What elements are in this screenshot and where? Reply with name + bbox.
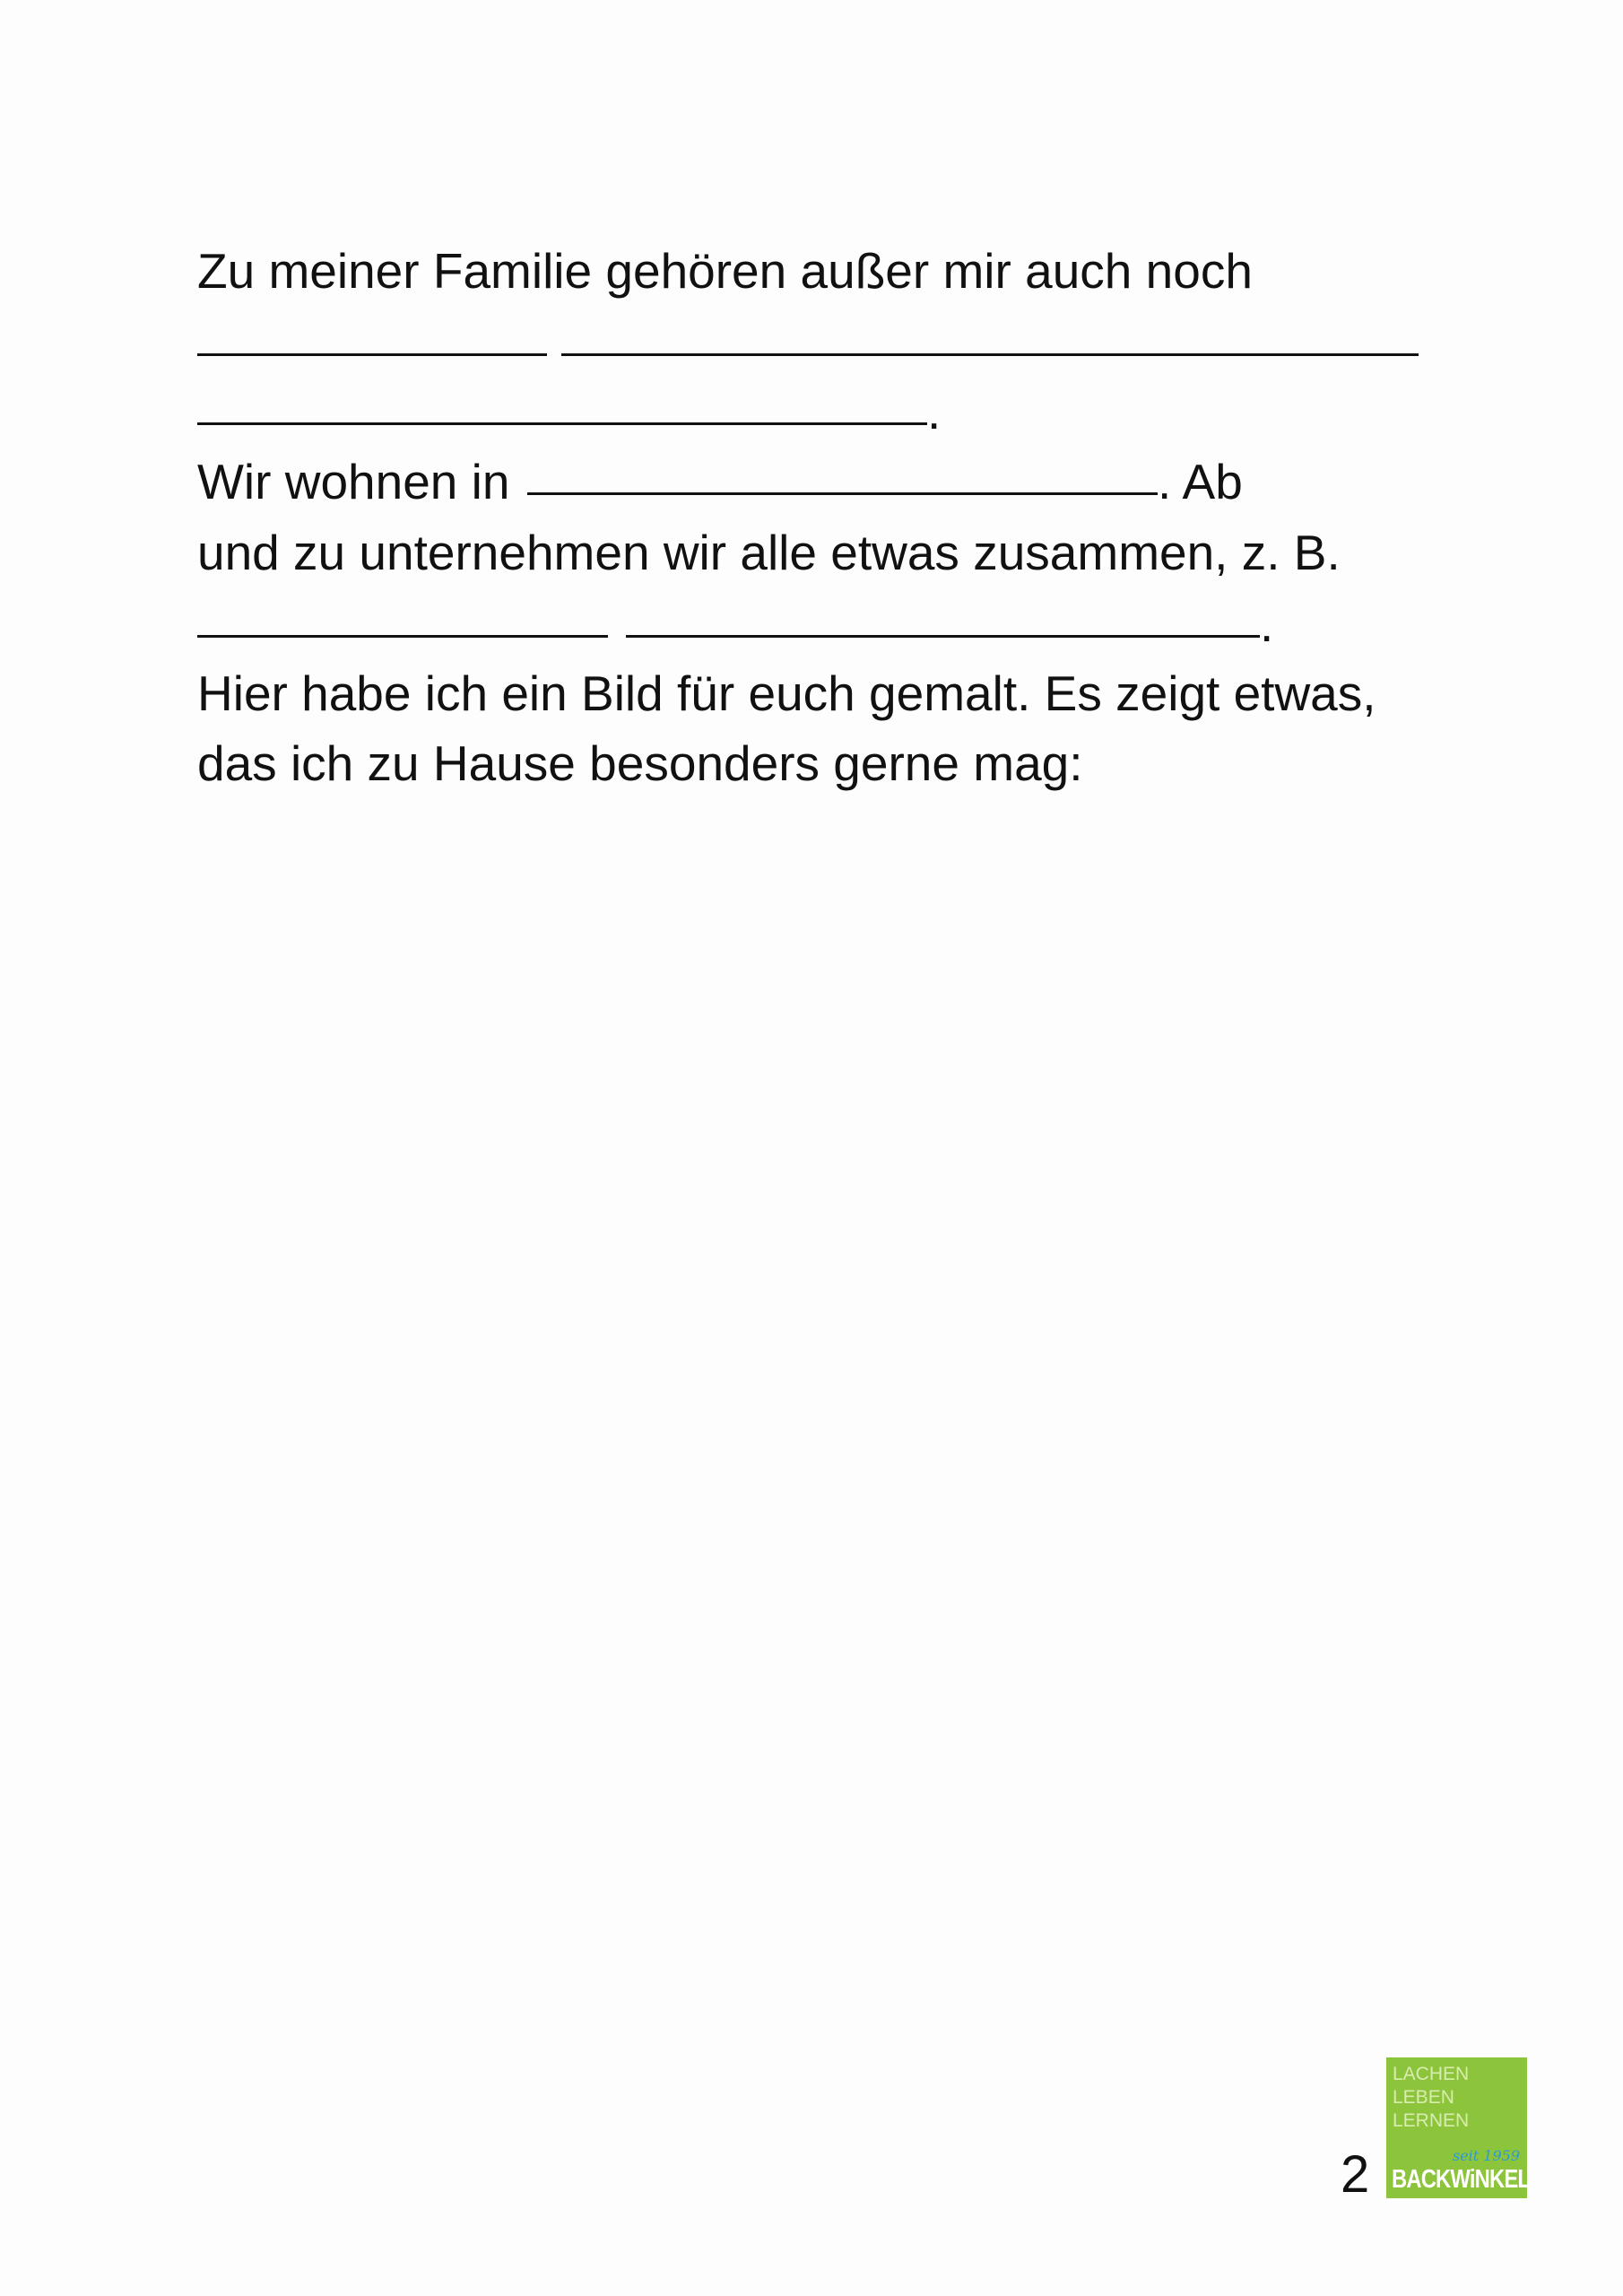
- logo-brand: BACKWiNKEL: [1392, 2165, 1531, 2194]
- sentence-picture: Hier habe ich ein Bild für euch gemalt. Es zeigt etwas,: [197, 665, 1376, 721]
- page-number: 2: [1341, 2145, 1370, 2204]
- blank-family-1[interactable]: [197, 353, 547, 356]
- period: .: [1260, 596, 1274, 652]
- blank-activity-2[interactable]: [626, 635, 1260, 638]
- sentence-activities: und zu unternehmen wir alle etwas zusammen, z. B.: [197, 525, 1341, 580]
- logo-since: seit 1959: [1452, 2147, 1520, 2164]
- blank-family-3[interactable]: [197, 422, 927, 425]
- logo-tagline: LERNEN: [1393, 2110, 1470, 2131]
- sentence-family: Zu meiner Familie gehören außer mir auch noch: [197, 243, 1253, 299]
- drawing-area[interactable]: [197, 825, 1426, 1991]
- blank-family-2[interactable]: [561, 353, 1419, 356]
- period: .: [927, 384, 942, 439]
- sentence-picture-2: das ich zu Hause besonders gerne mag:: [197, 735, 1083, 791]
- blank-home-town[interactable]: [527, 492, 1158, 495]
- logo-tagline: LEBEN: [1393, 2087, 1454, 2108]
- blank-activity-1[interactable]: [197, 635, 608, 638]
- backwinkel-logo: [1386, 2057, 1531, 2198]
- logo-tagline: LACHEN: [1393, 2064, 1470, 2084]
- sentence-home-end: . Ab: [1158, 454, 1243, 509]
- sentence-home-start: Wir wohnen in: [197, 454, 510, 509]
